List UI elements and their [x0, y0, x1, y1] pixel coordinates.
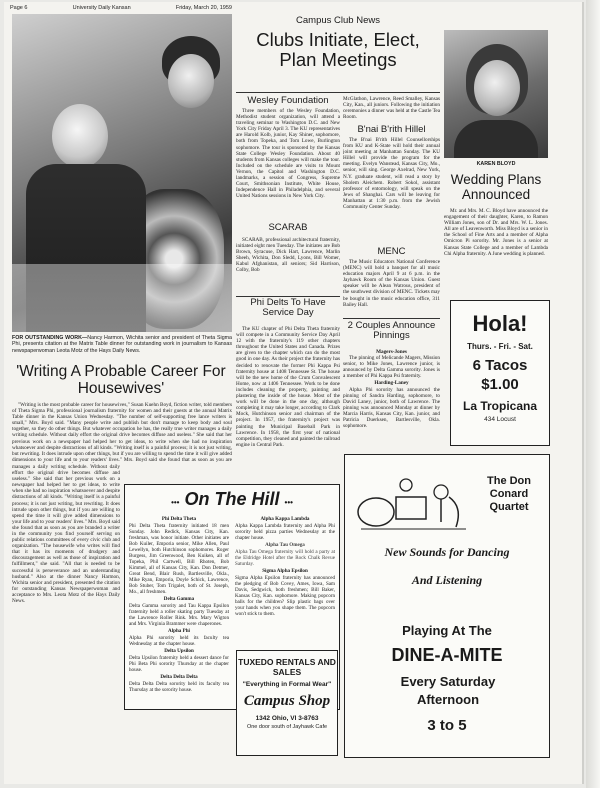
- hola-price: $1.00: [481, 376, 519, 393]
- pinning-body-2: Alpha Phi sorority has announced the pinning of Sandra Harding, sophomore, to David Laney, junior, both of Lawrence. The pinning was announced Monday at dinner by Marcia Harris, Kansas City, Kan. junior, and Patricia Duerksen, Bartlesville, Okla. sophomore.: [343, 386, 440, 430]
- bnai-lead-text: McGlathon, Lawrence, Reed Smalley, Kansas City, Kan., all juniors. Following the initiation ceremonies a dinner was held at the Castle Tea Room.: [343, 96, 440, 121]
- newspaper-page: [4, 2, 584, 784]
- hill-c1-t4: Delta Delta Delta sorority held its faculty tea Thursday at the sorority house.: [129, 681, 229, 693]
- hill-c1-t3: Delta Upsilon fraternity held a dessert dance for Phi Beta Phi sorority Thursday at the chapter house.: [129, 655, 229, 673]
- masthead: [10, 5, 232, 11]
- pinnings-head: 2 Couples Announce Pinnings: [347, 320, 436, 341]
- career-body: "Writing is the most probable career for housewives," Susan Kuehn Boyd, fiction writer, told members of Theta Sigma Phi, professional journalism fraternity for women and their guests at the annual Matrix Table dinner in the Kansas Union Wednesday. "The number of self-supporting free lance writers is small," Mrs. Boyd said. "Many people write and publish but don't manage to keep body and soul together, so they do other things. But whatever occupation he has, the really true writer manages a daily writing schedule. Without daily effort the original drive becomes diffuse and useless." She said that her previous work on a newspaper had helped her to get ideas, to write when she had no inspiration whatsoever and despite distractions of all kinds. "Writing itself is a painful process; it is not just writing, but rewriting. It does intrude upon other things, but if you are willing to spend the time it will give added dimensions to your life and to your readers' lives." Mrs. Boyd said she found that as soon as you are: [12, 402, 232, 462]
- hill-c1-t2: Alpha Phi sorority held its faculty tea Wednesday at the chapter house.: [129, 635, 229, 647]
- menc-story: [343, 259, 440, 315]
- tuxedo-ad: [236, 650, 338, 756]
- issue-date: Friday, March 20, 1959: [175, 5, 232, 11]
- wesley-body: Three members of the Wesley Foundation, Methodist student organization, will attend a traveling seminar to Washington D.C. and New York City Friday April 3. The KU representatives are Harold Kolb, junior, Kay Shiner, sophomore, both from Topeka, and Tom Lowe, Burlington sophomore. The tour is sponsored by the Kansas State College Wesley Foundation. About 40 students from Kansas colleges will make the tour. Included on the schedule are visits to Mount Vernon, the Capitol and Washington D.C. landmarks, a session of Congress, Supreme Court, Smithsonian Institute, White House, Independence Hall in Philadelphia, and several United Nations sessions in New York City.: [236, 108, 340, 200]
- hill-c1-t1: Delta Gamma sorority and Tau Kappa Epsilon fraternity held a roller skating party Tuesday at the Lawrence Roller Rink. Mrs. Mary Wigton and Mrs. Virginia Brammer were chaperones.: [129, 603, 229, 627]
- hill-c1-h4: Delta Delta Delta: [160, 674, 198, 680]
- pinning-body-1: The pinning of Melicande Magers, Mission senior, to Mike Jones, Lawrence junior, is announced by Delta Gamma sorority. Jones is a member of Phi Kappa Psi fraternity.: [343, 355, 440, 380]
- scarab-body: SCARAB, professional architectural fraternity, initiated eight men Tuesday. The initiates are Bob Brown, Syracuse, Dick Hart, Lawrence, Marlin Sheeh, Wichita, Don Sledd, Lyons, Bill Womer, Kabul Afghanistan, all seniors; Sid Harrison, Colby, Bob: [236, 237, 340, 274]
- wesley-story: [236, 108, 340, 220]
- pinning-sub-2: Harding-Laney: [374, 380, 409, 387]
- menc-head: MENC: [377, 246, 406, 257]
- scarab-story: [236, 237, 340, 293]
- tuxedo-line2: "Everything in Formal Wear": [242, 681, 332, 688]
- wedding-body: Mr. and Mrs. M. C. Bloyd have announced the engagement of their daughter, Karen, to Ramon William Jones, son of Dr. and Mrs. W. L. Jones. All are of Leavenworth. Miss Bloyd is a senior in the School of Fine Arts and a member of Alpha Omicron Pi sorority. Mr. Jones is a senior at Kansas State College and a member of Lambda Chi Alpha fraternity. A June wedding is planned.: [444, 208, 548, 257]
- karen-caption: KAREN BLOYD: [476, 161, 516, 167]
- page-edge: [586, 0, 600, 788]
- phidelts-head: Phi Delts To Have Service Day: [250, 297, 326, 318]
- hola-title: Hola!: [472, 311, 528, 336]
- dine-tagline-2: And Listening: [411, 573, 483, 587]
- hill-title-text: On The Hill: [184, 489, 280, 509]
- hola-days: Thurs. - Fri. - Sat.: [467, 342, 533, 351]
- dine-time: 3 to 5: [427, 717, 467, 734]
- tuxedo-shop: Campus Shop: [243, 693, 331, 709]
- tuxedo-line1: TUXEDO RENTALS AND SALES: [238, 657, 336, 677]
- bnai-body: The B'nai B'rith Hillel Counsellorships from KU and K-State will hold their annual joint meeting at Manhattan Sunday. The KU Hillel will provide the program for the meeting. Evelyn Wanstead, Kansas City, Mo., senior, will sing. George Axelrad, New York, N.Y. graduate student, will read a story by Sholem Aleichem. Robert Sokol, assistant professor of entomology, will speak on the Jews of Shanghai. Cars will be leaving for Manhattan at 1:30 p.m. from the Jewish Community Center Sunday.: [343, 137, 440, 211]
- bnai-lead: [343, 96, 440, 122]
- wedding-story: [444, 208, 548, 298]
- dine-when: Every Saturday Afternoon: [400, 674, 496, 707]
- hola-address: 434 Locust: [484, 416, 516, 423]
- page-number: Page 6: [10, 5, 28, 11]
- tuxedo-phone: 1342 Ohio, VI 3-8763: [255, 715, 319, 722]
- dine-playing: Playing At The: [402, 623, 492, 638]
- hill-c1-h0: Phi Delta Theta: [161, 516, 197, 522]
- band-name: The Don Conard Quartet: [487, 475, 531, 513]
- dine-tagline-1: New Sounds for Dancing: [384, 545, 510, 559]
- hill-c2-h2: Sigma Alpha Epsilon: [262, 568, 308, 574]
- caption-lead: FOR OUTSTANDING WORK—: [12, 335, 88, 341]
- tuxedo-note: One door south of Jayhawk Cafe: [246, 724, 328, 730]
- hill-col-2: [235, 515, 335, 649]
- hill-c2-h1: Alpha Tau Omega: [265, 542, 305, 548]
- phidelts-story: [236, 326, 340, 486]
- hill-c2-h0: Alpha Kappa Lambda: [260, 516, 310, 522]
- hill-c2-t0: Alpha Kappa Lambda fraternity and Alpha Phi sorority held pizza parties Wednesday at the chapter house.: [235, 523, 335, 541]
- hill-title: ••• On The Hill •••: [171, 489, 293, 509]
- scarab-head: SCARAB: [268, 222, 308, 233]
- hola-ad: [450, 300, 550, 446]
- hill-c1-h1: Delta Gamma: [163, 596, 195, 602]
- band-illustration: [351, 467, 471, 537]
- hill-c1-h3: Delta Upsilon: [164, 648, 194, 654]
- phidelts-body: The KU chapter of Phi Delta Theta fraternity will compete in a Community Service Day April 12 with the fraternity's 119 other chapters throughout the United States and Canada. Prizes are given to the chapter which can do the most good in one day. As their project the fraternity has decided to renovate the former Phi Kappa Psi fraternity house at 1408 Tennessee St. The house will be the new home of the Crum Convalescent Home, now at 1406 Tennessee. Work to be done includes cleaning the property, painting and plastering the inside of the house. Most of the work will be done in the one day, although completing it may take longer, according to Clark Mock, Hutchinson senior and chairman of the project. In 1957, the fraternity's project was painting the Municipal Baseball Park in Lawrence. In 1958, the first year of national competition, they cleaned and painted the railroad engine in Central Park.: [236, 326, 340, 448]
- hill-c1-h2: Alpha Phi: [168, 628, 190, 634]
- bnai-story: [343, 137, 440, 245]
- pinning-sub-1: Magers-Jones: [376, 349, 407, 355]
- dine-venue: DINE-A-MITE: [391, 645, 503, 665]
- photo-caption: [12, 335, 232, 354]
- karen-photo: [444, 30, 548, 158]
- menc-body: The Music Educators National Conference (MENC) will hold a banquet for all music education majors April 9 at 6 p.m. in the Jayhawk Room of the Kansas Union. Guest speaker will be Alean Watrous, president of the southwest division of MENC. Tickets may be bought in the music education office, 311 Bailey Hall.: [343, 259, 440, 308]
- wesley-head: Wesley Foundation: [247, 95, 329, 106]
- hola-tacos: 6 Tacos: [472, 357, 528, 374]
- career-story: [12, 402, 232, 462]
- hill-c1-t0: Phi Delta Theta fraternity initiated 18 men Sunday. John Redick, Kansas City, Kan. freshman, was honor initiate. Other initiates are Bob Kuiler, Emporia senior, Mike Allen, Paul Lewellyn, both Hutchinson sophomores. Roger Burgess, Jim Greenwood, Ben Kuiken, all of Topeka, Phil Cartwell, Bill Rhoten, Bob Kimmel, all of Kansas City, Kan. Don Detmer, Great Bend, Blair Rush, Bartlesville, Okla., Mike Ryan, Emporia, Doyle Schick, Lawrence, Bob Stuber, Tom Trigalet, both of St. Joseph, Mo., all freshmen.: [129, 523, 229, 595]
- award-photo: [12, 14, 232, 332]
- section-label: Campus Club News: [296, 15, 380, 26]
- paper-name: University Daily Kansan: [72, 5, 131, 11]
- main-headline: Clubs Initiate, Elect, Plan Meetings: [256, 29, 420, 70]
- career-headline: 'Writing A Probable Career For Housewives': [16, 363, 226, 397]
- dine-a-mite-ad: [344, 454, 550, 758]
- hola-place: La Tropicana: [462, 399, 538, 413]
- bnai-head: B'nai B'rith Hillel: [357, 124, 426, 135]
- wedding-headline: Wedding Plans Announced: [450, 172, 542, 202]
- hill-c2-t2: Sigma Alpha Epsilon fraternity has announced the pledging of Bob Covey, Ames, Iowa, Sam Davis, Sedgwick, both freshmen; Bill Baker, Kansas City, Kan. sophomore. Making popcorn balls for the children? Slip plastic bags over your hands when you shape them. The popcorn won't stick to them.: [235, 575, 335, 617]
- hill-c2-t1: Alpha Tau Omega fraternity will hold a party at the Eldridge Hotel after the Rock Chalk Revue Saturday.: [235, 549, 335, 567]
- career-body-cont: manages a daily writing schedule. Without daily effort the original drive becomes diffuse and useless." She said that her previous work on a newspaper had helped her to get ideas, to write when she had no inspiration whatsoever and despite distractions of all kinds. "Writing itself is a painful process; it is not just writing, but rewriting. It does intrude upon other things, but if you are willing to spend the time it will give added dimensions to your life and to your readers' lives." Mrs. Boyd said she found that as soon as you are branded a writer in the community you find yourself serving on public relations committees of every civic club and organization. "The housewife who writes will find that it has its moments of drudgery and discouragement as well as those of inspiration and fulfillment," she said. "All that is needed to be successful is perseverance and an understanding husband." Also at the dinner Nancy Harmon, Wichita senior and president, presented the citation for outstanding Kansas Newspaperwoman and acceptance to Mrs. Leota Motz of the Hays Daily News.: [12, 463, 120, 604]
- caption-text: Nancy Harmon, Wichita senior and president of Theta Sigma Phi, presents citation at the Matrix Table dinner for outstanding work in journalism to Kansas newspaperwoman Leota Motz of the Hays Daily News.: [12, 335, 232, 354]
- hill-col-1: [129, 515, 229, 707]
- career-story-cont: [12, 462, 120, 782]
